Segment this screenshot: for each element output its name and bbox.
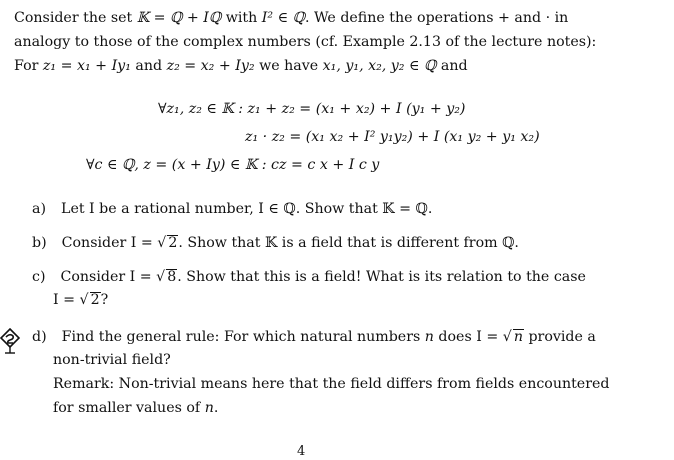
item-label: a) [32,201,46,217]
intro-text: and [130,58,167,74]
remark-text: . [213,400,219,416]
intro-text: . We define the operations + and · in [304,10,569,26]
remark-text: for smaller values of [53,400,205,416]
intro-text: with [221,10,262,26]
intro-text: and [436,58,468,74]
math-n: n [204,400,214,416]
item-text: does I = [433,329,503,345]
sqrt-expression: √ 2 [157,235,178,251]
equation-scalar: ∀c ∈ ℚ, z = (x + Iy) ∈ 𝕂 : cz = c x + I c y [86,157,380,173]
intro-line-1 [14,9,568,27]
z2-definition: z₂ = x₂ + Iy₂ [166,58,255,74]
sqrt-expression: √ 2 [79,292,100,308]
item-text: I = [53,292,80,308]
radicand: 2 [168,235,178,251]
item-d-remark-1 [53,375,609,393]
item-c-cont [53,291,108,309]
intro-line-3 [14,57,468,75]
intro-text: analogy to those of the complex numbers (cf. Example 2.13 of the lecture notes): [14,34,597,50]
item-b [32,234,519,252]
intro-text: Consider the set [14,10,137,26]
z1-definition: z₁ = x₁ + Iy₁ [42,58,131,74]
sqrt-expression: √ 8 [156,269,177,285]
item-label: d) [32,329,47,345]
radicand: n [513,329,523,345]
item-text: Find the general rule: For which natural numbers [61,329,425,345]
item-text: Let I be a rational number, I ∈ ℚ. Show that 𝕂 = ℚ. [61,201,433,217]
equation-sum: ∀z₁, z₂ ∈ 𝕂 : z₁ + z₂ = (x₁ + x₂) + I (y₁ + y₂) [158,101,466,117]
i-squared-condition: I² ∈ ℚ [261,10,305,26]
item-a [32,200,432,218]
intro-text: For [14,58,43,74]
page-number: 4 [297,444,306,459]
equation-product: z₁ · z₂ = (x₁ x₂ + I² y₁y₂) + I (x₁ y₂ + y₁ x₂) [245,129,540,145]
item-text: . Show that 𝕂 is a field that is different from ℚ. [178,235,519,251]
math-n: n [424,329,434,345]
item-d [32,328,596,346]
item-label: c) [32,269,46,285]
item-text: Consider I = [60,269,157,285]
item-label: b) [32,235,47,251]
item-text: Consider I = [61,235,158,251]
item-text: non-trivial field? [53,352,171,368]
radicand: 8 [167,269,177,285]
intro-text: we have [254,58,323,74]
intro-line-2 [14,33,596,51]
item-c [32,268,586,286]
sqrt-expression: √ n [502,329,523,345]
item-text: ? [100,292,109,308]
pen-annotation-icon[interactable] [0,328,20,354]
item-text: . Show that this is a field! What is its relation to the case [177,269,586,285]
radicand: 2 [90,292,100,308]
item-text: provide a [523,329,596,345]
vars-in-q: x₁, y₁, x₂, y₂ ∈ ℚ [322,58,437,74]
item-d-cont [53,351,171,369]
remark-text: Remark: Non-trivial means here that the field differs from fields encountered [53,376,610,392]
set-definition: 𝕂 = ℚ + Iℚ [136,10,222,26]
item-d-remark-2 [53,399,218,417]
